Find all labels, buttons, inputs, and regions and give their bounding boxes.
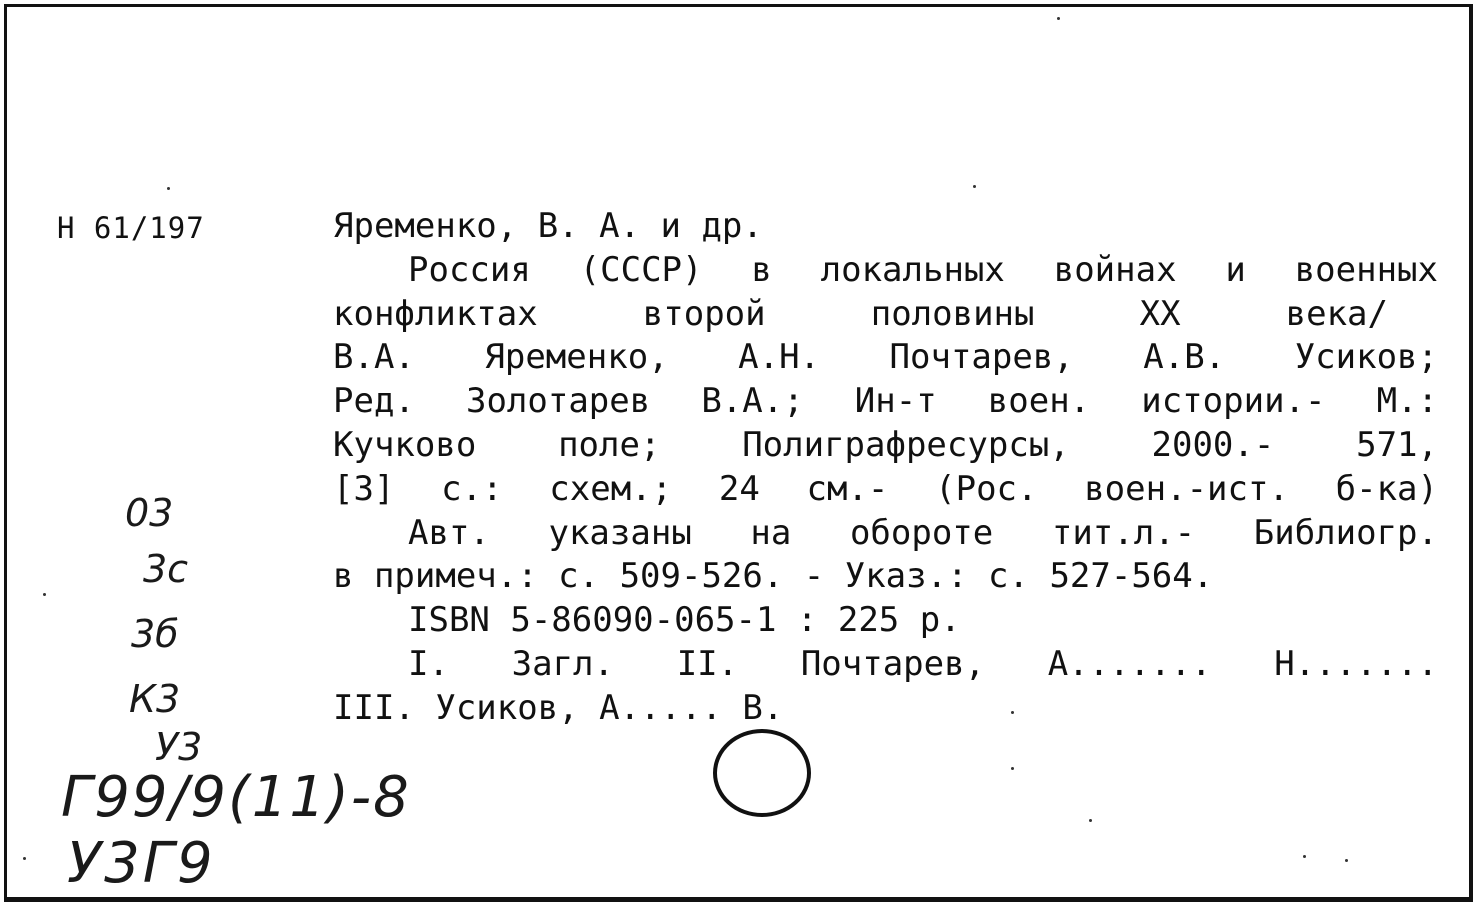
handwritten-code: У3	[155, 725, 203, 769]
scan-speck	[1011, 767, 1014, 770]
handwritten-classification: Г99/9(11)-8	[61, 765, 411, 830]
publication-line: Кучково поле; Полиграфресурсы, 2000.- 571,	[333, 424, 1438, 465]
title-line: конфликтах второй половины XX века/	[333, 293, 1388, 334]
scan-speck	[1011, 711, 1014, 714]
publication-line: Ред. Золотарев В.А.; Ин-т воен. истории.- М.:	[333, 381, 1438, 422]
title-line: Россия (СССР) в локальных войнах и военных	[408, 249, 1438, 290]
tracing-line: III. Усиков, А..... В.	[333, 687, 784, 728]
author-heading: Яременко, В. А. и др.	[333, 206, 763, 246]
responsibility-line: В.А. Яременко, А.Н. Почтарев, А.В. Усиков;	[333, 337, 1438, 378]
handwritten-code: 3с	[143, 547, 189, 591]
handwritten-subclass: У3Г9	[67, 831, 216, 896]
shelf-mark: Н 61/197	[57, 211, 205, 245]
physical-description-line: [3] с.: схем.; 24 см.- (Рос. воен.-ист. б-ка)	[333, 468, 1438, 509]
tracing-line: I. Загл. II. Почтарев, А....... Н.......	[408, 643, 1438, 684]
scan-speck	[973, 185, 976, 188]
handwritten-code: 03	[125, 491, 174, 535]
scan-speck	[1057, 17, 1060, 20]
note-line: в примеч.: с. 509-526. - Указ.: с. 527-564.	[333, 556, 1214, 597]
note-line: Авт. указаны на обороте тит.л.- Библиогр.	[408, 512, 1438, 553]
catalog-card	[4, 4, 1473, 902]
scan-speck	[23, 857, 26, 860]
scan-speck	[1089, 819, 1092, 822]
stamp-circle	[713, 729, 811, 817]
bibliographic-entry	[333, 205, 1438, 731]
handwritten-code: К3	[129, 677, 181, 721]
scan-speck	[1303, 855, 1306, 858]
scan-speck	[167, 187, 170, 190]
scan-speck	[1345, 859, 1348, 862]
handwritten-code: 3б	[131, 612, 179, 656]
scan-speck	[43, 593, 46, 596]
isbn-line: ISBN 5-86090-065-1 : 225 р.	[408, 600, 961, 641]
